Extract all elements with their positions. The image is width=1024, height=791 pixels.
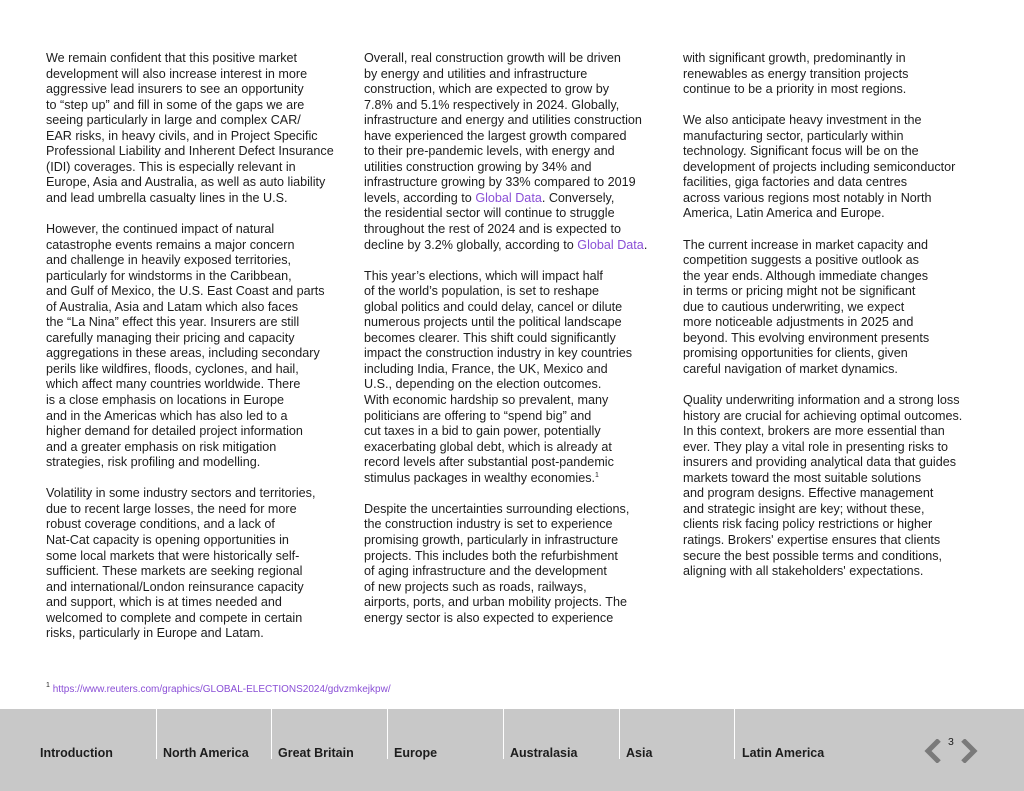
text-line: continue to be a priority in most regions. bbox=[683, 82, 907, 97]
text-line: some local markets that were historically self- bbox=[46, 548, 300, 563]
text-line: throughout the rest of 2024 and is expected to bbox=[364, 222, 621, 237]
text-line: Europe, Asia and Australia, as well as auto liability bbox=[46, 175, 326, 190]
text-line: with significant growth, predominantly in bbox=[683, 51, 906, 65]
footnote-number: 1 bbox=[46, 682, 50, 689]
paragraph-elections bbox=[364, 269, 664, 487]
text-line: 7.8% and 5.1% respectively in 2024. Globally, bbox=[364, 97, 620, 112]
paragraph-renewables bbox=[683, 51, 983, 98]
text-line: construction, which are expected to grow by bbox=[364, 82, 610, 97]
text-line: of new projects such as roads, railways, bbox=[364, 579, 587, 594]
text-line: technology. Significant focus will be on the bbox=[683, 144, 919, 159]
text-line: America, Latin America and Europe. bbox=[683, 206, 885, 221]
text-line: to their pre-pandemic levels, with energy and bbox=[364, 144, 615, 159]
text-fragment: . Conversely, bbox=[541, 190, 615, 205]
text-line: projects. This includes both the refurbishment bbox=[364, 548, 618, 563]
text-line: aligning with all stakeholders' expectations. bbox=[683, 564, 924, 579]
text-line: Overall, real construction growth will be driven bbox=[364, 51, 621, 65]
text-line: the residential sector will continue to struggle bbox=[364, 206, 615, 221]
text-line: impact the construction industry in key countries bbox=[364, 346, 633, 361]
text-line: cut taxes in a bid to gain power, potentially bbox=[364, 424, 601, 439]
text-line: higher demand for detailed project information bbox=[46, 424, 303, 439]
chevron-left-icon[interactable] bbox=[924, 739, 942, 763]
text-line: insurers and providing analytical data that guides bbox=[683, 455, 957, 470]
text-line: secure the best possible terms and conditions, bbox=[683, 548, 943, 563]
global-data-link[interactable]: Global Data bbox=[475, 190, 542, 205]
paragraph-natural-catastrophe bbox=[46, 222, 346, 471]
text-line: and challenge in heavily exposed territories, bbox=[46, 253, 292, 268]
text-line: risks, particularly in Europe and Latam. bbox=[46, 626, 264, 641]
text-line: sufficient. These markets are seeking regional bbox=[46, 564, 303, 579]
text-line: due to recent large losses, the need for more bbox=[46, 501, 297, 516]
text-line: competition suggests a positive outlook as bbox=[683, 253, 919, 268]
text-line: (IDI) coverages. This is especially relevant in bbox=[46, 159, 296, 174]
text-line: energy sector is also expected to experience bbox=[364, 610, 614, 625]
text-fragment: . bbox=[643, 237, 648, 252]
text-line: have experienced the largest growth compared bbox=[364, 128, 627, 143]
text-line bbox=[364, 238, 664, 254]
text-line: history are crucial for achieving optimal outcomes. bbox=[683, 408, 963, 423]
text-line: seeing particularly in large and complex CAR/ bbox=[46, 113, 301, 128]
text-line: aggregations in these areas, including secondary bbox=[46, 346, 320, 361]
text-line: The current increase in market capacity and bbox=[683, 237, 928, 252]
text-line: to “step up” and fill in some of the gaps we are bbox=[46, 97, 305, 112]
text-line: and Gulf of Mexico, the U.S. East Coast and parts bbox=[46, 284, 325, 299]
page-number: 3 bbox=[948, 736, 954, 748]
footnote bbox=[46, 684, 391, 695]
text-line: and lead umbrella casualty lines in the U.S. bbox=[46, 190, 288, 205]
nav-divider bbox=[734, 709, 735, 759]
text-line: more noticeable adjustments in 2025 and bbox=[683, 315, 914, 330]
text-line: the construction industry is set to experience bbox=[364, 517, 613, 532]
footnote-marker: 1 bbox=[595, 471, 599, 479]
text-line: We also anticipate heavy investment in the bbox=[683, 113, 922, 128]
text-line: of aging infrastructure and the development bbox=[364, 564, 607, 579]
text-line: Despite the uncertainties surrounding elections, bbox=[364, 501, 630, 516]
text-line: particularly for windstorms in the Caribbean, bbox=[46, 268, 292, 283]
text-line: ratings. Brokers' expertise ensures that clients bbox=[683, 532, 941, 547]
paragraph-underwriting-quality bbox=[683, 393, 983, 580]
text-line: and in the Americas which has also led to a bbox=[46, 408, 288, 423]
text-column-3 bbox=[683, 51, 983, 595]
text-line: by energy and utilities and infrastructure bbox=[364, 66, 588, 81]
text-line: renewables as energy transition projects bbox=[683, 66, 909, 81]
text-line: politicians are offering to “spend big” and bbox=[364, 408, 592, 423]
text-line: is a close emphasis on locations in Europe bbox=[46, 393, 285, 408]
text-line: facilities, giga factories and data centres bbox=[683, 175, 908, 190]
text-line: EAR risks, in heavy civils, and in Project Specific bbox=[46, 128, 318, 143]
text-line: in terms or pricing might not be significant bbox=[683, 284, 916, 299]
nav-tab-australasia[interactable]: Australasia bbox=[510, 746, 578, 760]
text-line: aggressive lead insurers to see an opportunity bbox=[46, 82, 304, 97]
text-line: We remain confident that this positive market bbox=[46, 51, 298, 65]
text-fragment: decline by 3.2% globally, according to bbox=[364, 237, 578, 252]
text-line: development will also increase interest in more bbox=[46, 66, 308, 81]
text-line: Professional Liability and Inherent Defect Insurance bbox=[46, 144, 334, 159]
page-pager bbox=[924, 736, 984, 766]
text-line: due to cautious underwriting, we expect bbox=[683, 299, 905, 314]
paragraph-market-outlook bbox=[683, 238, 983, 378]
text-line: global politics and could delay, cancel or dilute bbox=[364, 299, 623, 314]
text-line: However, the continued impact of natural bbox=[46, 222, 275, 237]
text-line: becomes clearer. This shift could significantly bbox=[364, 330, 616, 345]
bottom-navigation bbox=[0, 709, 1024, 791]
text-line: markets toward the most suitable solutions bbox=[683, 470, 921, 485]
text-line: including India, France, the UK, Mexico and bbox=[364, 361, 608, 376]
text-line: Nat-Cat capacity is opening opportunities in bbox=[46, 532, 289, 547]
text-line: promising growth, particularly in infrastructure bbox=[364, 532, 619, 547]
paragraph-construction-growth bbox=[364, 51, 664, 253]
text-line: welcomed to complete and compete in certain bbox=[46, 610, 303, 625]
text-line: careful navigation of market dynamics. bbox=[683, 361, 898, 376]
text-line: which affect many countries worldwide. There bbox=[46, 377, 301, 392]
text-line: catastrophe events remains a major concern bbox=[46, 237, 295, 252]
text-line: and program designs. Effective management bbox=[683, 486, 934, 501]
text-line: and a greater emphasis on risk mitigation bbox=[46, 439, 277, 454]
text-line: U.S., depending on the election outcomes. bbox=[364, 377, 602, 392]
text-line: In this context, brokers are more essential than bbox=[683, 424, 945, 439]
text-line: and strategic insight are key; without these, bbox=[683, 501, 925, 516]
text-fragment: levels, according to bbox=[364, 190, 476, 205]
text-line: across various regions most notably in North bbox=[683, 190, 932, 205]
text-line: infrastructure growing by 33% compared to 2019 bbox=[364, 175, 636, 190]
text-line: Quality underwriting information and a strong loss bbox=[683, 393, 960, 408]
text-column-1 bbox=[46, 51, 346, 657]
text-line: clients risk facing policy restrictions or higher bbox=[683, 517, 933, 532]
text-line: perils like wildfires, floods, cyclones, and hail, bbox=[46, 361, 299, 376]
text-line: utilities construction growing by 34% and bbox=[364, 159, 592, 174]
text-line: of the world’s population, is set to reshape bbox=[364, 284, 599, 299]
text-fragment: stimulus packages in wealthy economies. bbox=[364, 470, 595, 485]
global-data-link[interactable]: Global Data bbox=[577, 237, 644, 252]
text-line: beyond. This evolving environment presents bbox=[683, 330, 930, 345]
text-line: manufacturing sector, particularly within bbox=[683, 128, 904, 143]
elections-lines bbox=[364, 269, 664, 471]
text-line bbox=[364, 471, 664, 487]
text-line: and international/London reinsurance capacity bbox=[46, 579, 304, 594]
footnote-link[interactable]: https://www.reuters.com/graphics/GLOBAL-ELECTIONS2024/gdvzmkejkpw/ bbox=[52, 684, 391, 695]
nav-tab-latin-america[interactable]: Latin America bbox=[742, 746, 825, 760]
text-line: airports, ports, and urban mobility projects. The bbox=[364, 595, 627, 610]
text-column-2 bbox=[364, 51, 664, 642]
text-line: of Australia, Asia and Latam which also faces bbox=[46, 299, 299, 314]
text-line: the “La Nina” effect this year. Insurers are still bbox=[46, 315, 300, 330]
text-line: infrastructure and energy and utilities construction bbox=[364, 113, 642, 128]
paragraph-infrastructure-growth bbox=[364, 502, 664, 626]
paragraph-aggressive-lead-insurers bbox=[46, 51, 346, 206]
paragraph-volatility bbox=[46, 486, 346, 641]
text-line: strategies, risk profiling and modelling. bbox=[46, 455, 261, 470]
nav-tab-asia[interactable]: Asia bbox=[626, 746, 653, 760]
nav-tab-great-britain[interactable]: Great Britain bbox=[278, 746, 354, 760]
nav-tab-europe[interactable]: Europe bbox=[394, 746, 438, 760]
text-line: numerous projects until the political landscape bbox=[364, 315, 622, 330]
text-line: the year ends. Although immediate changes bbox=[683, 268, 929, 283]
paragraph-manufacturing bbox=[683, 113, 983, 222]
text-line: and support, which is at times needed and bbox=[46, 595, 282, 610]
text-line: carefully managing their pricing and capacity bbox=[46, 330, 295, 345]
text-line: With economic hardship so prevalent, many bbox=[364, 393, 609, 408]
text-line bbox=[364, 191, 664, 207]
text-line: Volatility in some industry sectors and territories, bbox=[46, 486, 316, 501]
text-line: promising opportunities for clients, given bbox=[683, 346, 908, 361]
nav-tab-north-america[interactable]: North America bbox=[163, 746, 249, 760]
text-line: robust coverage conditions, and a lack of bbox=[46, 517, 275, 532]
text-line: record levels after substantial post-pandemic bbox=[364, 455, 614, 470]
text-line: This year’s elections, which will impact half bbox=[364, 268, 603, 283]
nav-tab-introduction[interactable]: Introduction bbox=[40, 746, 113, 760]
text-line: development of projects including semiconductor bbox=[683, 159, 956, 174]
chevron-right-icon[interactable] bbox=[960, 739, 978, 763]
text-line: exacerbating global debt, which is already at bbox=[364, 439, 612, 454]
text-line: ever. They play a vital role in presenting risks to bbox=[683, 439, 949, 454]
